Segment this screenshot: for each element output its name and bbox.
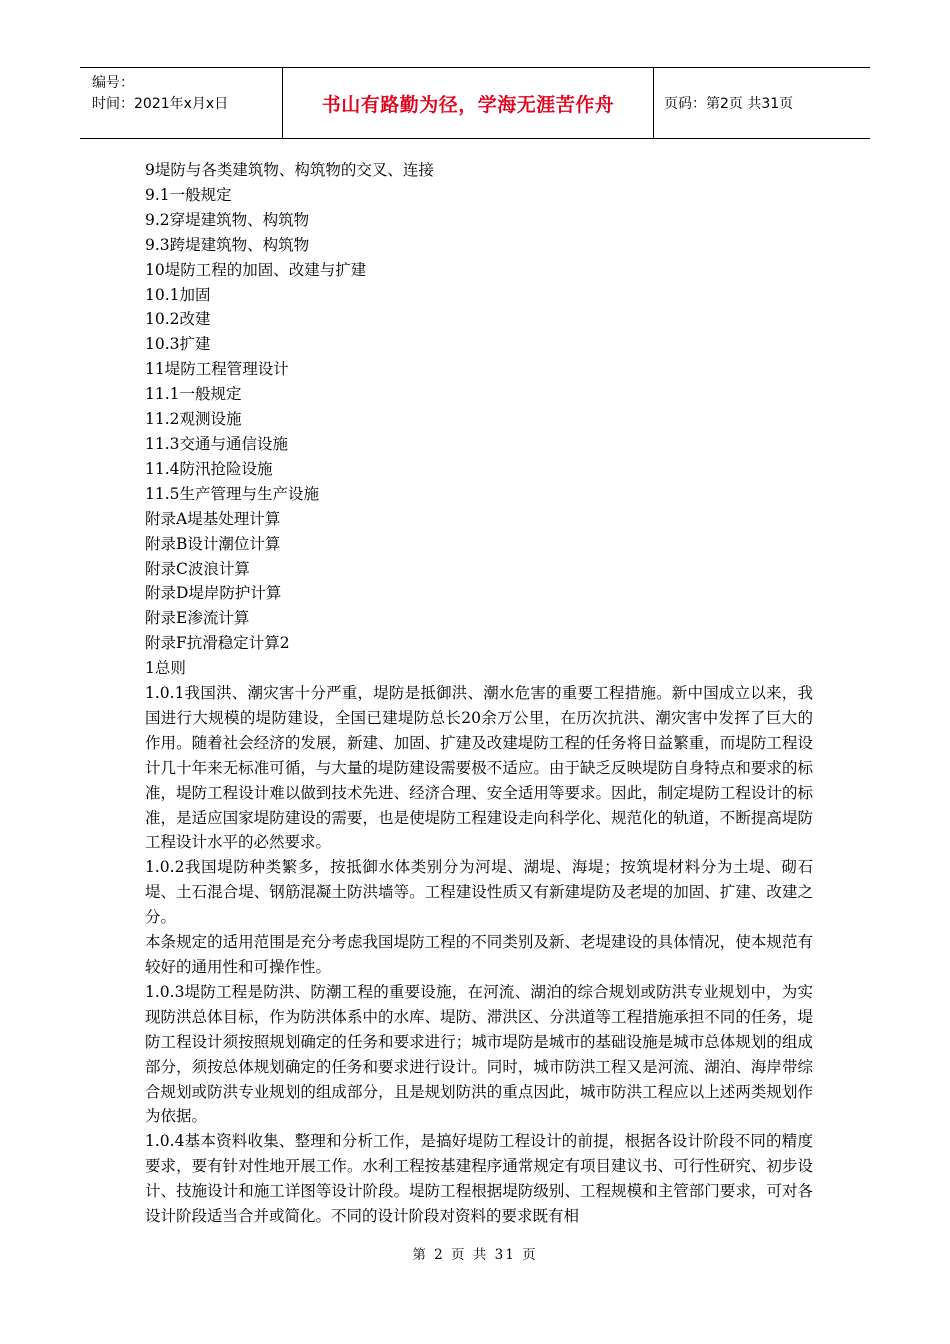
paragraph-1-0-2: 1.0.2我国堤防种类繁多，按抵御水体类别分为河堤、湖堤、海堤；按筑堤材料分为土堤、砌石堤、土石混合堤、钢筋混凝土防洪墙等。工程建设性质又有新建堤防及老堤的加固、扩建、改建之分。 [145,858,813,927]
toc-line: 附录B设计潮位计算 [145,534,281,553]
header-page-info: 页码：第2页 共31页 [664,96,794,112]
date-label: 时间：2021年x月x日 [92,96,229,112]
header-motto-cell [283,68,654,138]
toc-line: 附录F抗滑稳定计算2 [145,634,290,653]
paragraph-1-0-3: 1.0.3堤防工程是防洪、防潮工程的重要设施，在河流、湖泊的综合规划或防洪专业规划中，为实现防洪总体目标，作为防洪体系中的水库、堤防、滞洪区、分洪道等工程措施承担不同的任务，堤防工程设计须按照规划确定的任务和要求进行；城市堤防是城市的基础设施是城市总体规划的组成部分，须按总体规划确定的任务和要求进行设计。同时，城市防洪工程又是河流、湖泊、海岸带综合规划或防洪专业规划的组成部分，且是规划防洪的重点因此，城市防洪工程应以上述两类规划作为依据。 [145,982,813,1126]
toc-line: 10堤防工程的加固、改建与扩建 [145,260,367,279]
toc-line: 10.3扩建 [145,335,211,354]
toc-line: 11.2观测设施 [145,410,242,429]
table-of-contents [145,158,813,681]
toc-line: 附录D堤岸防护计算 [145,584,282,603]
toc-line: 9.1一般规定 [145,185,232,204]
toc-line: 9.3跨堤建筑物、构筑物 [145,235,310,254]
paragraph-1-0-1: 1.0.1我国洪、潮灾害十分严重，堤防是抵御洪、潮水危害的重要工程措施。新中国成立以来，我国进行大规模的堤防建设，全国已建堤防总长20余万公里，在历次抗洪、潮灾害中发挥了巨大的作用。随着社会经济的发展，新建、加固、扩建及改建堤防工程的任务将日益繁重，而堤防工程设计几十年来无标准可循，与大量的堤防建设需要极不适应。由于缺乏反映堤防自身特点和要求的标准，堤防工程设计难以做到技术先进、经济合理、安全适用等要求。因此，制定堤防工程设计的标准，是适应国家堤防建设的需要，也是使堤防工程建设走向科学化、规范化的轨道，不断提高堤防工程设计水平的必然要求。 [145,684,813,852]
page-footer: 第 2 页 共 31 页 [412,1247,538,1263]
toc-line: 11.3交通与通信设施 [145,434,289,453]
toc-line: 11.4防汛抢险设施 [145,459,273,478]
section-heading: 1总则 [145,659,186,678]
document-body [145,158,813,1229]
toc-line: 附录A堤基处理计算 [145,509,281,528]
header-meta [80,68,283,138]
toc-line: 9.2穿堤建筑物、构筑物 [145,210,310,229]
serial-label: 编号： [92,75,134,91]
toc-line: 10.2改建 [145,310,211,329]
toc-line: 附录C波浪计算 [145,559,250,578]
toc-line: 附录E渗流计算 [145,609,250,628]
toc-line: 9堤防与各类建筑物、构筑物的交叉、连接 [145,161,434,179]
toc-line: 10.1加固 [145,285,211,304]
paragraph-1-0-4: 1.0.4基本资料收集、整理和分析工作，是搞好堤防工程设计的前提，根据各设计阶段不同的精度要求，要有针对性地开展工作。水利工程按基建程序通常规定有项目建议书、可行性研究、初步设计、技施设计和施工详图等设计阶段。堤防工程根据堤防级别、工程规模和主管部门要求，可对各设计阶段适当合并或简化。不同的设计阶段对资料的要求既有相 [145,1132,813,1226]
toc-line: 11堤防工程管理设计 [145,360,289,379]
toc-line: 11.1一般规定 [145,385,242,404]
page-header [80,67,870,139]
toc-line: 11.5生产管理与生产设施 [145,484,320,503]
paragraph-scope: 本条规定的适用范围是充分考虑我国堤防工程的不同类别及新、老堤建设的具体情况，使本规范有较好的通用性和可操作性。 [145,933,813,976]
header-motto: 书山有路勤为径，学海无涯苦作舟 [321,93,615,116]
